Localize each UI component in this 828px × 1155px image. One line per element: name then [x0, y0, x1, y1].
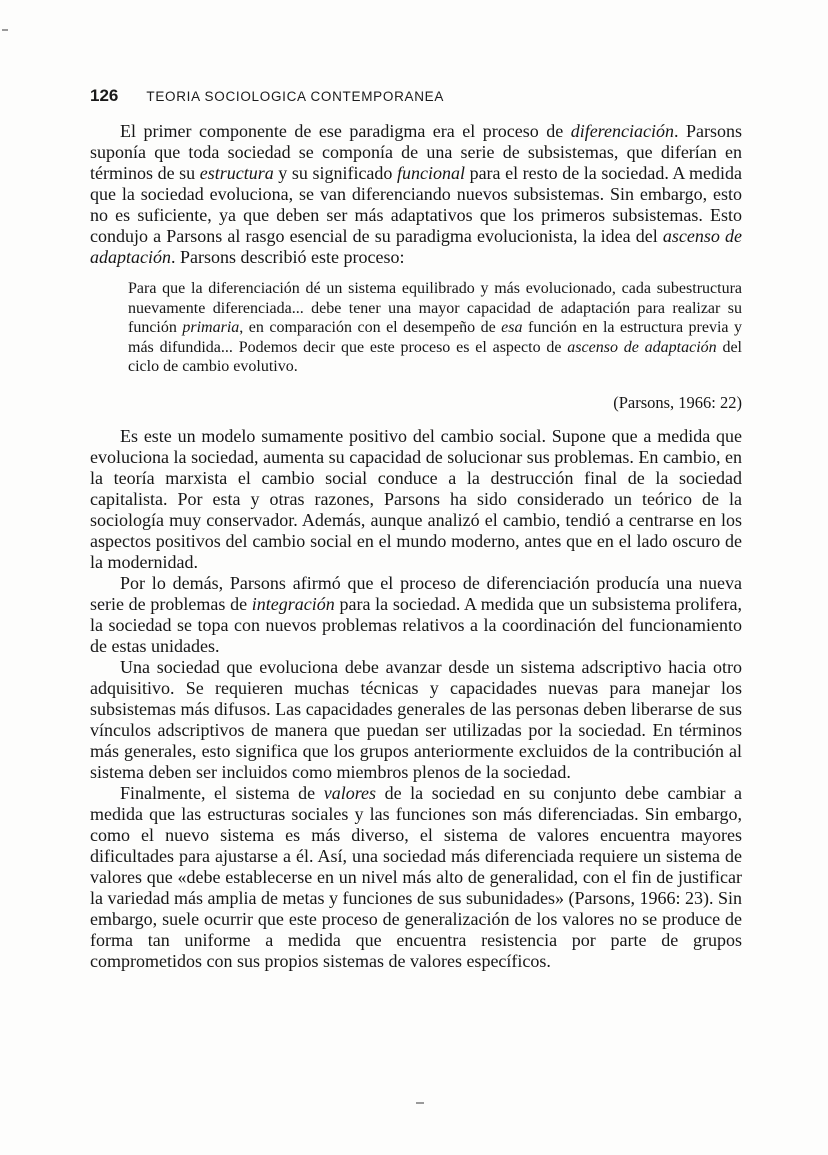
running-head: TEORIA SOCIOLOGICA CONTEMPORANEA [146, 89, 445, 104]
page-header [90, 86, 444, 106]
scan-artifact [416, 1102, 424, 1104]
body-paragraph: Es este un modelo sumamente positivo del cambio social. Supone que a medida que evoluciona la sociedad, aumenta su capacidad de solucionar sus problemas. En cambio, en la teoría marxista el cambio social conduce a la destrucción final de la sociedad capitalista. Por esta y otras razones, Parsons ha sido considerado un teórico de la sociología muy conservador. Además, aunque analizó el cambio, tendió a centrarse en los aspectos positivos del cambio social en el mundo moderno, antes que en el lado oscuro de la modernidad. [90, 425, 742, 572]
page-body [90, 121, 742, 972]
body-paragraph: Una sociedad que evoluciona debe avanzar desde un sistema adscriptivo hacia otro adquisitivo. Se requieren muchas técnicas y capacidades nuevas para manejar los subsistemas más difusos. Las capacidades generales de las personas deben liberarse de sus vínculos adscriptivos de manera que puedan ser utilizadas por la sociedad. En términos más generales, esto significa que los grupos anteriormente excluidos de la contribución al sistema deben ser incluidos como miembros plenos de la sociedad. [90, 656, 742, 782]
body-paragraph: Por lo demás, Parsons afirmó que el proceso de diferenciación producía una nueva serie de problemas de integración para la sociedad. A medida que un subsistema prolifera, la sociedad se topa con nuevos problemas relativos a la coordinación del funcionamiento de estas unidades. [90, 572, 742, 656]
scan-artifact [2, 29, 8, 31]
page-number: 126 [90, 86, 119, 105]
body-paragraph: Finalmente, el sistema de valores de la sociedad en su conjunto debe cambiar a medida que las estructuras sociales y las funciones son más diferenciadas. Sin embargo, como el nuevo sistema es más diverso, el sistema de valores encuentra mayores dificultades para ajustarse a él. Así, una sociedad más diferenciada requiere un sistema de valores que «debe establecerse en un nivel más alto de generalidad, con el fin de justificar la variedad más amplia de metas y funciones de sus subunidades» (Parsons, 1966: 23). Sin embargo, suele ocurrir que este proceso de generalización de los valores no se produce de forma tan uniforme a medida que encuentra resistencia por parte de grupos comprometidos con sus propios sistemas de valores específicos. [90, 782, 743, 971]
body-paragraph: El primer componente de ese paradigma era el proceso de diferenciación. Parsons suponía que toda sociedad se componía de una serie de subsistemas, que diferían en términos de su estructura y su significado funcional para el resto de la sociedad. A medida que la sociedad evoluciona, se van diferenciando nuevos subsistemas. Sin embargo, esto no es suficiente, ya que deben ser más adaptativos que los primeros subsistemas. Esto condujo a Parsons al rasgo esencial de su paradigma evolucionista, la idea del ascenso de adaptación. Parsons describió este proceso: [90, 121, 742, 267]
block-quote: Para que la diferenciación dé un sistema equilibrado y más evolucionado, cada subestructura nuevamente diferenciada... debe tener una mayor capacidad de adaptación para realizar su función primaria, en comparación con el desempeño de esa función en la estructura previa y más difundida... Podemos decir que este proceso es el aspecto de ascenso de adaptación del ciclo de cambio evolutivo. [128, 280, 743, 376]
quote-attribution: (Parsons, 1966: 22) [613, 392, 742, 412]
